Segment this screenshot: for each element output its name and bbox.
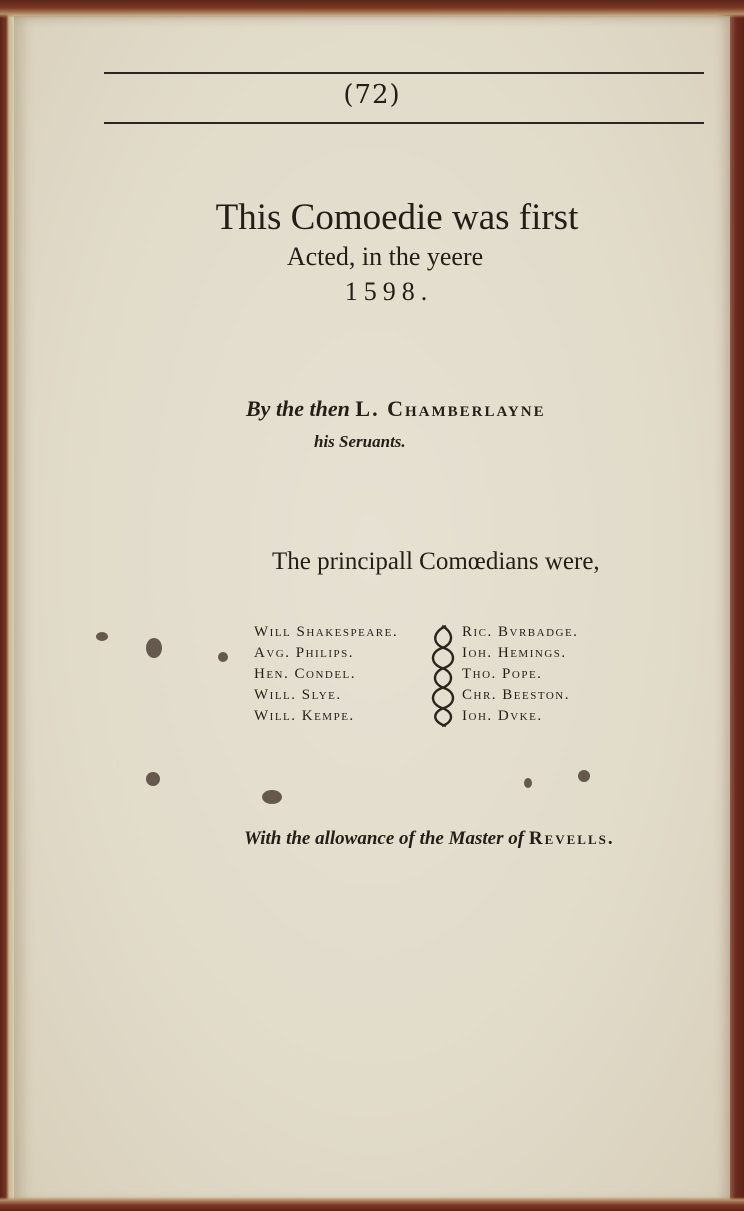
ink-blot [218, 652, 228, 662]
principal-heading: The principall Comœdians were, [272, 548, 600, 575]
ink-blot [524, 778, 532, 788]
cast-member: Will Shakespeare. [254, 624, 399, 640]
ink-blot [146, 772, 160, 786]
ornamental-brace [424, 622, 464, 728]
ink-blot [146, 638, 162, 658]
title-year: 1598. [344, 277, 434, 306]
header-rule-bottom [104, 122, 704, 124]
top-edge [0, 0, 744, 18]
company-prefix: By the then [246, 396, 350, 421]
bottom-edge [0, 1197, 744, 1211]
page-leaf [14, 16, 730, 1204]
allowance-name: Revells. [528, 828, 615, 849]
cast-member: Will. Kempe. [254, 708, 355, 724]
cast-member: Will. Slye. [254, 687, 342, 703]
allowance-line [244, 828, 615, 850]
cast-member: Tho. Pope. [462, 666, 543, 682]
ink-blot [262, 790, 282, 804]
company-line-2: his Seruants. [314, 432, 406, 451]
company-line [246, 396, 546, 422]
title-line-2: Acted, in the yeere [286, 242, 484, 271]
cast-list-left [254, 622, 398, 727]
cast-member: Chr. Beeston. [462, 687, 571, 703]
title-line-1: This Comoedie was first [215, 197, 579, 238]
page-number: (72) [343, 80, 401, 110]
company-name: L. Chamberlayne [355, 396, 546, 421]
ink-blot [96, 632, 108, 641]
cast-member: Ioh. Hemings. [462, 645, 567, 661]
cast-member: Avg. Philips. [254, 645, 355, 661]
cast-member: Ioh. Dvke. [462, 708, 543, 724]
header-rule-top [104, 72, 704, 74]
allowance-prefix: With the allowance of the Master of [244, 828, 525, 849]
ink-blot [578, 770, 590, 782]
cast-list-right [462, 622, 578, 727]
cast-member: Ric. Bvrbadge. [462, 624, 579, 640]
cast-member: Hen. Condel. [254, 666, 357, 682]
